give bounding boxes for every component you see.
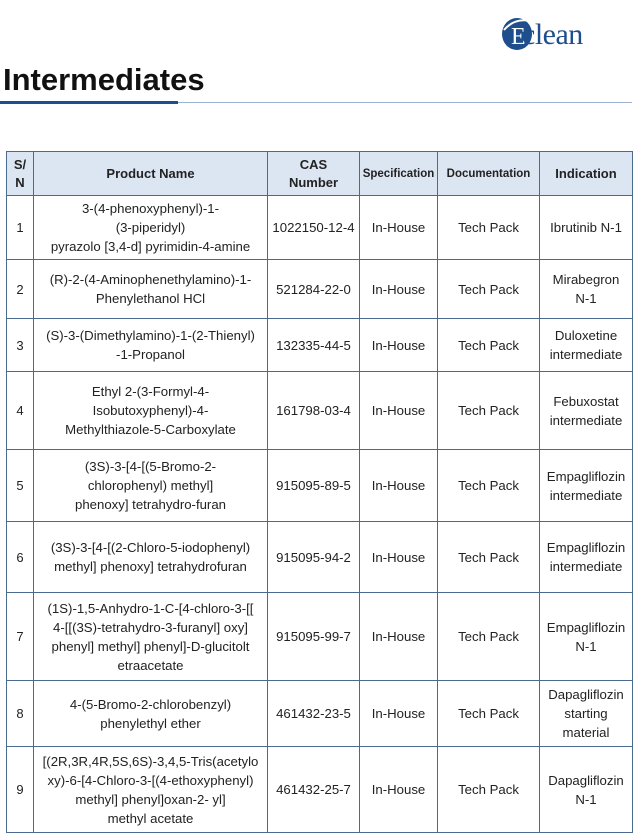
page-title: Intermediates: [3, 62, 205, 97]
header-documentation: Documentation: [438, 152, 540, 196]
indication-cell: [540, 260, 633, 319]
header-sn: S/ N: [7, 152, 34, 196]
indication-cell-line: Mirabegron: [552, 272, 620, 287]
product-name-cell-line: (3S)-3-[4-[(5-Bromo-2-: [84, 459, 217, 474]
indication-cell-line: Febuxostat: [553, 393, 619, 409]
product-name-cell: [34, 319, 268, 372]
product-name-cell-line: [(2R,3R,4R,5S,6S)-3,4,5-Tris(acetylo: [42, 753, 259, 769]
specification-cell: In-House: [360, 593, 438, 681]
product-name-cell-line: etraacetate: [117, 657, 184, 673]
indication-cell-line: intermediate: [549, 347, 623, 362]
header-specification: Specification: [360, 152, 438, 196]
documentation-cell: Tech Pack: [438, 319, 540, 372]
documentation-cell: Tech Pack: [438, 593, 540, 681]
sn-cell: 1: [7, 196, 34, 260]
product-name-cell: [34, 450, 268, 522]
indication-cell: [540, 593, 633, 681]
indication-cell-line: Duloxetine: [554, 328, 618, 343]
product-name-cell-line: phenoxy] tetrahydro-furan: [74, 497, 226, 512]
indication-cell-line: Empagliflozin: [546, 468, 626, 484]
product-name-cell-line: phenyl] methyl] phenyl]-D-glucitolt: [51, 638, 250, 654]
indication-cell-line: intermediate: [549, 412, 623, 428]
indication-cell-line: material: [562, 725, 610, 740]
indication-cell: [540, 450, 633, 522]
indication-cell-line: starting: [564, 706, 608, 721]
product-name-cell: [34, 747, 268, 833]
cas-number-cell: 132335-44-5: [268, 319, 360, 372]
documentation-cell: Tech Pack: [438, 450, 540, 522]
indication-cell: [540, 319, 633, 372]
product-table: [6, 151, 633, 833]
product-name-cell: [34, 372, 268, 450]
indication-cell-line: Empagliflozin: [546, 619, 626, 635]
cas-number-cell: 521284-22-0: [268, 260, 360, 319]
specification-cell: In-House: [360, 260, 438, 319]
specification-cell: In-House: [360, 372, 438, 450]
indication-cell-line: Empagliflozin: [546, 540, 626, 555]
header-product-name: Product Name: [34, 152, 268, 196]
indication-cell: [540, 196, 633, 260]
product-name-cell-line: methyl acetate: [107, 810, 194, 826]
specification-cell: In-House: [360, 747, 438, 833]
table-body: [7, 196, 633, 833]
documentation-cell: Tech Pack: [438, 196, 540, 260]
specification-cell: In-House: [360, 522, 438, 593]
title-underline: [0, 101, 178, 104]
documentation-cell: Tech Pack: [438, 260, 540, 319]
indication-cell-line: Dapagliflozin: [548, 687, 624, 702]
product-name-cell: [34, 681, 268, 747]
logo-text: clean: [522, 18, 583, 51]
indication-cell-line: Ibrutinib N-1: [550, 220, 622, 235]
cas-number-cell: 915095-89-5: [268, 450, 360, 522]
product-name-cell: [34, 196, 268, 260]
sn-cell: 2: [7, 260, 34, 319]
product-name-cell: [34, 593, 268, 681]
product-name-cell-line: chlorophenyl) methyl]: [87, 478, 214, 493]
indication-cell-line: Dapagliflozin: [548, 772, 624, 788]
documentation-cell: Tech Pack: [438, 372, 540, 450]
cas-number-cell: 1022150-12-4: [268, 196, 360, 260]
product-name-cell: [34, 260, 268, 319]
specification-cell: In-House: [360, 196, 438, 260]
product-name-cell-line: (S)-3-(Dimethylamino)-1-(2-Thienyl): [46, 328, 255, 343]
table-row: [7, 450, 633, 522]
product-name-cell-line: (R)-2-(4-Aminophenethylamino)-1-: [49, 272, 252, 287]
product-name-cell-line: Methylthiazole-5-Carboxylate: [65, 422, 236, 437]
indication-cell-line: N-1: [575, 791, 597, 807]
specification-cell: In-House: [360, 319, 438, 372]
indication-cell-line: N-1: [575, 291, 597, 306]
sn-cell: 6: [7, 522, 34, 593]
table-row: [7, 260, 633, 319]
table-row: [7, 593, 633, 681]
cas-number-cell: 915095-94-2: [268, 522, 360, 593]
indication-cell-line: N-1: [575, 638, 597, 654]
product-name-cell-line: 4-[[(3S)-tetrahydro-3-furanyl] oxy]: [53, 619, 248, 635]
sn-cell: 3: [7, 319, 34, 372]
cas-number-cell: 461432-23-5: [268, 681, 360, 747]
product-name-cell-line: Ethyl 2-(3-Formyl-4-: [91, 384, 210, 399]
product-name-cell-line: phenylethyl ether: [100, 715, 201, 731]
table-row: [7, 747, 633, 833]
table-row: [7, 319, 633, 372]
cas-number-cell: 915095-99-7: [268, 593, 360, 681]
table-row: [7, 196, 633, 260]
header-indication: Indication: [540, 152, 633, 196]
sn-cell: 7: [7, 593, 34, 681]
table-header-row: [7, 152, 633, 196]
product-name-cell-line: methyl] phenyl]oxan-2- yl]: [75, 791, 226, 807]
cas-number-cell: 161798-03-4: [268, 372, 360, 450]
product-name-cell-line: pyrazolo [3,4-d] pyrimidin-4-amine: [50, 239, 251, 254]
specification-cell: In-House: [360, 681, 438, 747]
sn-cell: 9: [7, 747, 34, 833]
product-name-cell-line: methyl] phenoxy] tetrahydrofuran: [54, 559, 247, 574]
indication-cell: [540, 747, 633, 833]
sn-cell: 4: [7, 372, 34, 450]
indication-cell: [540, 681, 633, 747]
sn-cell: 8: [7, 681, 34, 747]
title-divider: [178, 102, 632, 103]
table-row: [7, 681, 633, 747]
product-name-cell-line: -1-Propanol: [116, 347, 185, 362]
product-name-cell-line: (1S)-1,5-Anhydro-1-C-[4-chloro-3-[[: [47, 600, 254, 616]
product-name-cell-line: Isobutoxyphenyl)-4-: [92, 403, 209, 418]
product-name-cell-line: xy)-6-[4-Chloro-3-[(4-ethoxyphenyl): [47, 772, 254, 788]
header-cas-number: CAS Number: [268, 152, 360, 196]
product-name-cell-line: (3-piperidyl): [115, 220, 186, 235]
svg-text:E: E: [511, 24, 526, 50]
table-row: [7, 522, 633, 593]
sn-cell: 5: [7, 450, 34, 522]
specification-cell: In-House: [360, 450, 438, 522]
product-name-cell-line: Phenylethanol HCl: [95, 291, 206, 306]
indication-cell-line: intermediate: [549, 487, 623, 503]
documentation-cell: Tech Pack: [438, 747, 540, 833]
documentation-cell: Tech Pack: [438, 681, 540, 747]
documentation-cell: Tech Pack: [438, 522, 540, 593]
product-name-cell-line: 3-(4-phenoxyphenyl)-1-: [81, 201, 220, 216]
table-row: [7, 372, 633, 450]
product-name-cell: [34, 522, 268, 593]
indication-cell-line: intermediate: [549, 559, 623, 574]
cas-number-cell: 461432-25-7: [268, 747, 360, 833]
indication-cell: [540, 372, 633, 450]
product-name-cell-line: 4-(5-Bromo-2-chlorobenzyl): [69, 696, 232, 712]
brand-logo: [500, 12, 620, 52]
indication-cell: [540, 522, 633, 593]
product-name-cell-line: (3S)-3-[4-[(2-Chloro-5-iodophenyl): [50, 540, 251, 555]
